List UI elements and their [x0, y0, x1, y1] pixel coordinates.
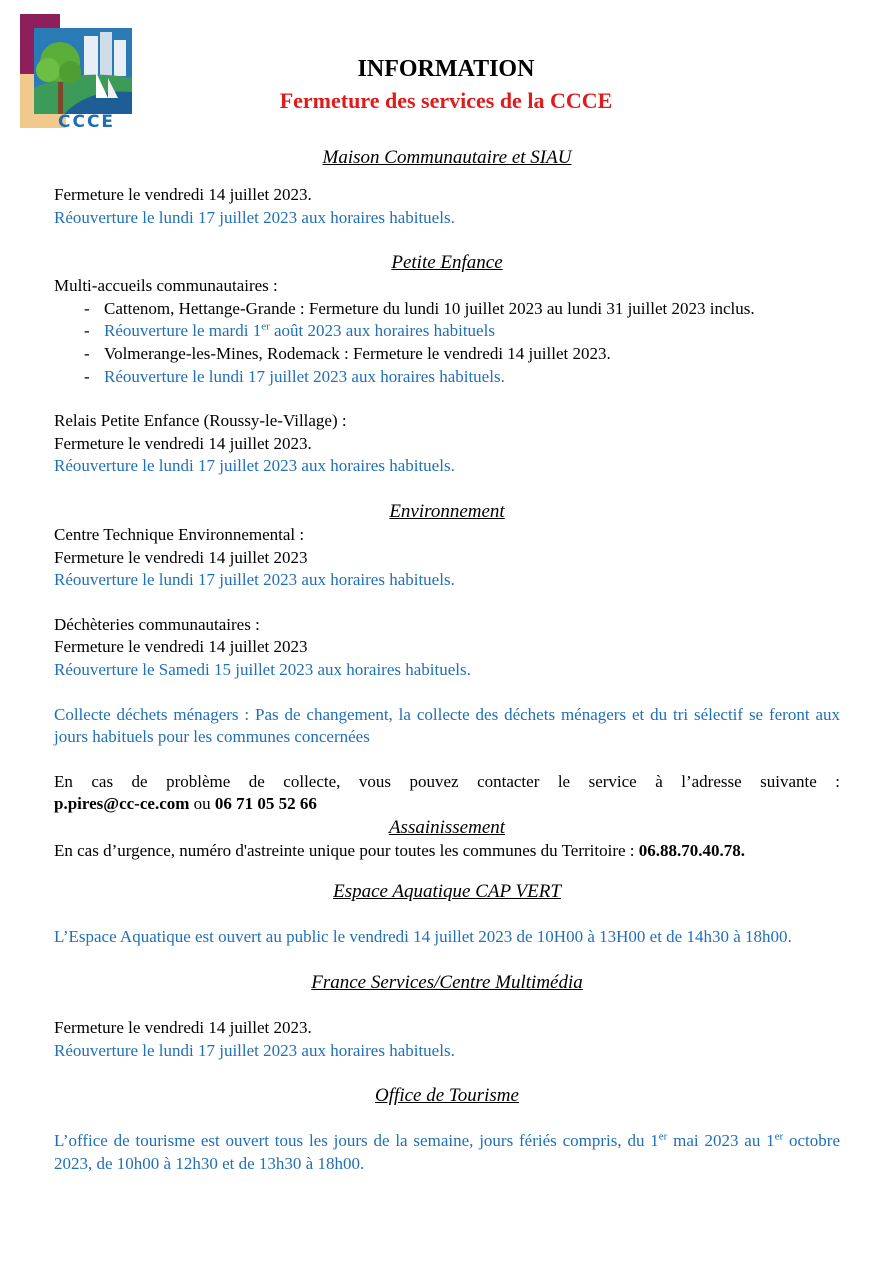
document-body [54, 146, 840, 1175]
section-title-petite-enfance: Petite Enfance [391, 252, 503, 274]
dechetteries-closing: Fermeture le vendredi 14 juillet 2023 [54, 637, 308, 657]
section-title-assainissement: Assainissement [388, 816, 506, 838]
contact-phone: 06 71 05 52 66 [214, 794, 317, 814]
collecte-contact-details: p.pires@cc-ce.com ou 06 71 05 52 66 [54, 794, 317, 814]
section-title-maison: Maison Communautaire et SIAU [322, 147, 572, 168]
section-title-aquatique: Espace Aquatique CAP VERT [333, 881, 561, 903]
relais-reopening: Réouverture le lundi 17 juillet 2023 aux horaires habituels. [54, 456, 455, 476]
maison-closing: Fermeture le vendredi 14 juillet 2023. [54, 185, 312, 204]
multi-accueils-intro: Multi-accueils communautaires : [54, 276, 278, 296]
relais-closing: Fermeture le vendredi 14 juillet 2023. [54, 433, 312, 453]
list-item: - Volmerange-les-Mines, Rodemack : Fermeture le vendredi 14 juillet 2023. [84, 343, 611, 363]
relais-title: Relais Petite Enfance (Roussy-le-Village) : [54, 411, 347, 431]
page-subtitle: Fermeture des services de la CCCE [279, 88, 613, 113]
dechetteries-title: Déchèteries communautaires : [54, 614, 260, 634]
section-title-environnement: Environnement [389, 500, 505, 522]
list-item: - Cattenom, Hettange-Grande : Fermeture du lundi 10 juillet 2023 au lundi 31 juillet 2023 inclus. [84, 298, 755, 318]
logo-text: CCCE [58, 112, 116, 132]
maison-reopening: Réouverture le lundi 17 juillet 2023 aux horaires habituels. [54, 207, 455, 227]
ct-reopening: Réouverture le lundi 17 juillet 2023 aux horaires habituels. [54, 570, 455, 590]
section-title-tourisme: Office de Tourisme [375, 1085, 519, 1107]
assainissement-text: En cas d’urgence, numéro d'astreinte unique pour toutes les communes du Territoire : 06.88.70.40.78. [54, 840, 745, 860]
aquatique-text: L’Espace Aquatique est ouvert au public le vendredi 14 juillet 2023 de 10H00 à 13H00 et de 14h30 à 18h00. [54, 927, 792, 947]
france-services-reopening: Réouverture le lundi 17 juillet 2023 aux horaires habituels. [54, 1040, 455, 1060]
collecte-info: Collecte déchets ménagers : Pas de changement, la collecte des déchets ménagers et du tri sélectif se feront aux jours habituels pour les communes concernées [54, 704, 840, 747]
collecte-contact: En cas de problème de collecte, vous pouvez contacter le service à l’adresse suivante : [54, 771, 840, 791]
ct-title: Centre Technique Environnemental : [54, 524, 305, 544]
contact-email[interactable]: p.pires@cc-ce.com [54, 794, 190, 814]
list-item: - Réouverture le lundi 17 juillet 2023 aux horaires habituels. [84, 366, 505, 386]
dechetteries-reopening: Réouverture le Samedi 15 juillet 2023 aux horaires habituels. [54, 659, 471, 679]
tourisme-text: L’office de tourisme est ouvert tous les jours de la semaine, jours fériés compris, du 1er mai 2023 au 1er octobre 2023, de 10h00 à 12h30 et de 13h30 à 18h00. [54, 1130, 840, 1173]
list-item: - Réouverture le mardi 1er août 2023 aux horaires habituels [84, 320, 495, 341]
section-title-france-services: France Services/Centre Multimédia [311, 972, 583, 994]
france-services-closing: Fermeture le vendredi 14 juillet 2023. [54, 1018, 312, 1038]
ct-closing: Fermeture le vendredi 14 juillet 2023 [54, 547, 308, 567]
page-title: INFORMATION [357, 56, 535, 82]
